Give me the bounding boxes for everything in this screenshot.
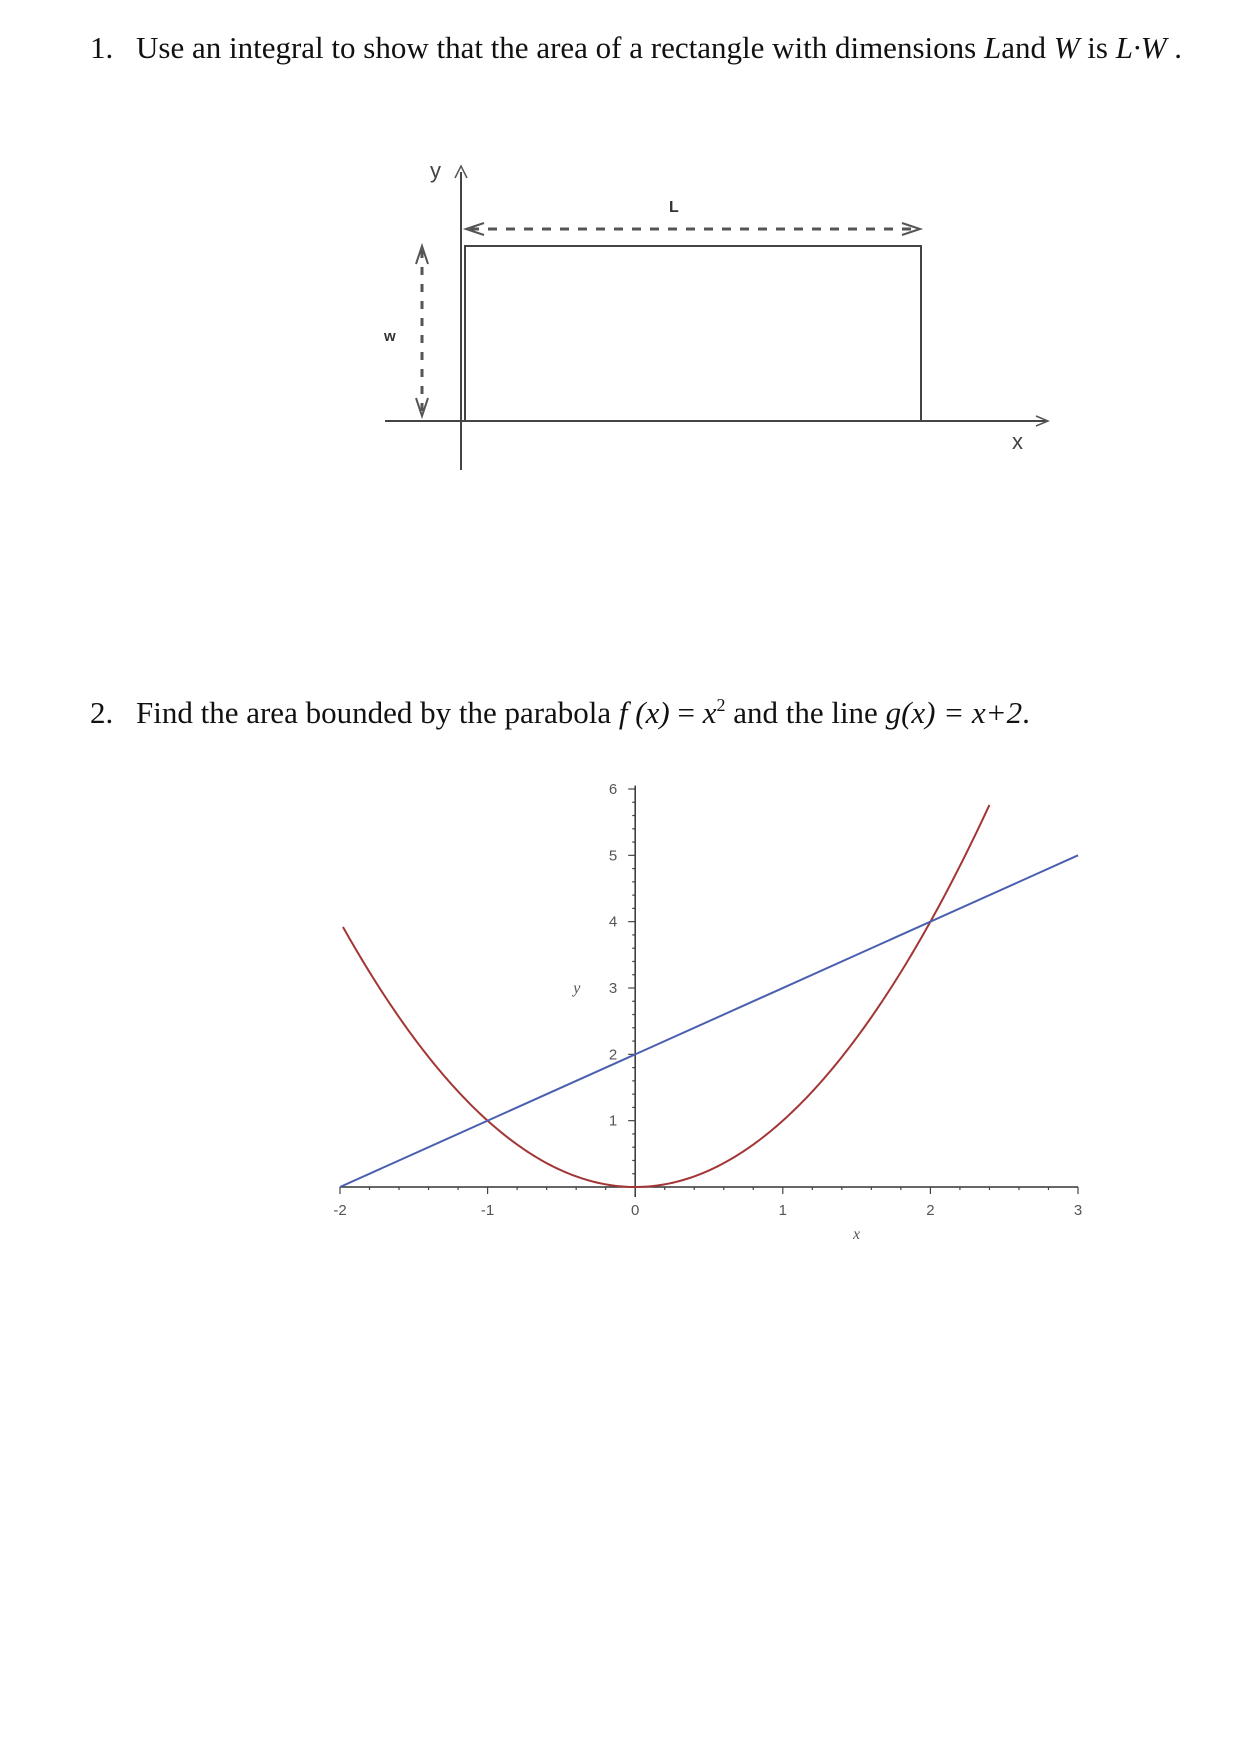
fig1-y-label: y [430,158,441,183]
equals-sign: = [677,695,695,730]
problem-2-mid-text: and the line [733,695,878,730]
var-W: W [1053,30,1080,65]
y-tick-label: 3 [608,980,618,997]
problem-2-text: Find the area bounded by the parabola [136,695,612,730]
problem-1-number: 1. [90,30,114,65]
x-tick-label: 3 [1073,1202,1083,1219]
area-formula: L·W [1115,30,1167,65]
g-expression: g(x) = x+2 [885,695,1023,730]
problem-2-number: 2. [90,695,114,730]
x-tick-label: 1 [778,1202,787,1219]
y-tick-label: 1 [608,1112,618,1130]
parabola-curve [343,805,989,1187]
y-tick-label: 5 [608,847,618,865]
problem-2-end: . [1022,695,1030,730]
fig1-width-label: w [384,328,396,345]
exponent: 2 [716,695,726,715]
x-tick-label: 2 [926,1202,935,1219]
f-lhs: f (x) [618,695,670,730]
problem-1-end: . [1174,30,1183,65]
x-base: x [702,695,717,730]
x-tick-label: -2 [333,1202,347,1219]
word-is: is [1087,30,1108,65]
x-tick-label: -1 [480,1202,495,1219]
y-axis-label: y [573,980,581,997]
y-tick-label: 6 [608,781,618,798]
y-tick-label: 2 [608,1046,618,1064]
x-axis-label: x [853,1226,861,1243]
var-L: L [983,30,1002,65]
x-tick-label: 0 [631,1202,640,1219]
word-and: and [1001,30,1046,65]
fig1-length-label: L [669,199,679,216]
line-curve [340,855,1078,1187]
y-tick-label: 4 [608,913,618,931]
fig1-x-label: x [1012,429,1023,454]
problem-1-text: Use an integral to show that the area of a rectangle with dimensions [136,30,977,65]
